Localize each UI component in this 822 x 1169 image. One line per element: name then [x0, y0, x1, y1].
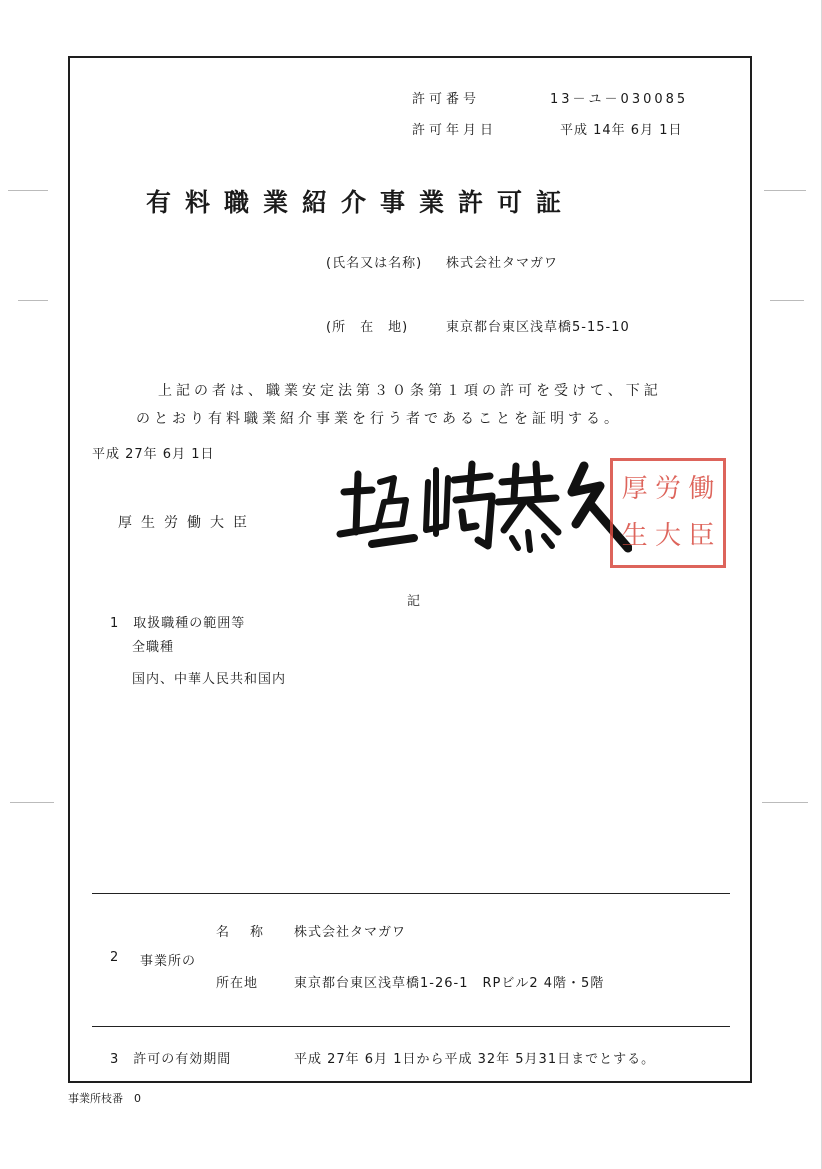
section2-address-value: 東京都台東区浅草橋1-26-1 RPビル2 4階・5階 [294, 976, 605, 991]
seal-glyph: 臣 [688, 521, 715, 551]
seal-glyph: 働 [688, 474, 715, 504]
section1-heading: 1 取扱職種の範囲等 [110, 616, 246, 631]
scan-speck [764, 190, 806, 191]
permit-date-label: 許可年月日 [412, 123, 498, 138]
issue-date: 平成 27年 6月 1日 [92, 447, 215, 462]
section1-line-2: 国内、中華人民共和国内 [132, 672, 287, 687]
scan-speck [8, 190, 48, 191]
applicant-address-value: 東京都台東区浅草橋5-15-10 [446, 320, 630, 335]
permit-date-value: 平成 14年 6月 1日 [560, 123, 683, 138]
permit-number-value: 13－ユ－030085 [550, 92, 689, 107]
applicant-name-label: (氏名又は名称) [326, 256, 423, 271]
statement-line-2: のとおり有料職業紹介事業を行う者であることを証明する。 [136, 411, 622, 427]
section2-number: 2 [110, 950, 120, 965]
page-title: 有料職業紹介事業許可証 [146, 188, 576, 217]
seal-glyph: 生 [621, 521, 648, 551]
official-seal [610, 458, 726, 568]
ki-mark: 記 [407, 594, 422, 609]
seal-glyph: 大 [654, 521, 681, 551]
permit-number-label: 許可番号 [412, 92, 481, 107]
divider-top [92, 893, 730, 894]
applicant-name-value: 株式会社タマガワ [446, 256, 559, 271]
divider-bottom [92, 1026, 730, 1027]
seal-glyph: 厚 [621, 474, 648, 504]
section2-name-label: 名 称 [216, 925, 268, 940]
applicant-address-label: (所 在 地) [326, 320, 409, 335]
section2-name-value: 株式会社タマガワ [294, 925, 407, 940]
section3-heading: 3 許可の有効期間 [110, 1052, 232, 1067]
seal-glyph: 労 [654, 474, 681, 504]
section2-heading: 事業所の [140, 954, 197, 969]
minister-title: 厚生労働大臣 [118, 515, 256, 531]
section1-line-1: 全職種 [132, 640, 175, 655]
section2-address-label: 所在地 [216, 976, 259, 991]
section3-value: 平成 27年 6月 1日から平成 32年 5月31日までとする。 [294, 1052, 656, 1067]
scan-speck [18, 300, 48, 301]
scan-speck [770, 300, 804, 301]
statement-line-1: 上記の者は、職業安定法第３０条第１項の許可を受けて、下記 [158, 383, 662, 399]
scan-speck [10, 802, 54, 803]
scan-speck [762, 802, 808, 803]
footer-note: 事業所枝番 0 [68, 1092, 141, 1105]
minister-signature [332, 452, 632, 562]
